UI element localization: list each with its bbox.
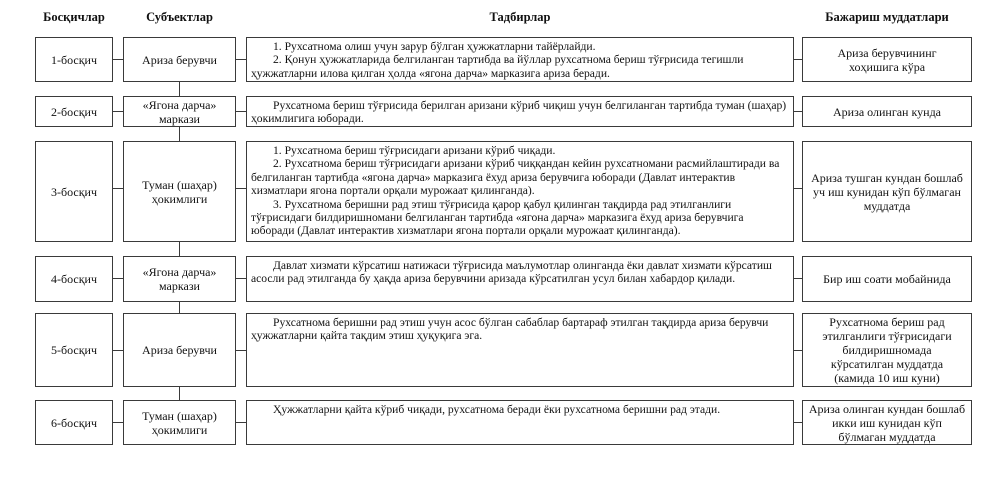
subject-box	[123, 141, 236, 242]
connector	[113, 422, 123, 423]
deadline-box	[802, 256, 972, 302]
subject-label: ҳокимлиги	[151, 422, 208, 437]
actions-box	[246, 313, 794, 387]
stage-label: 2-босқич	[50, 104, 97, 119]
subject-box	[123, 37, 236, 82]
connector-subject-3-4	[179, 242, 180, 256]
connector	[236, 59, 246, 60]
connector	[794, 350, 802, 351]
actions-box	[246, 400, 794, 445]
stage-label: 3-босқич	[50, 184, 97, 199]
connector	[113, 350, 123, 351]
connector	[794, 59, 802, 60]
actions-box	[246, 141, 794, 242]
deadline-label: Бир иш соати мобайнида	[823, 272, 951, 286]
header-stages: Босқичлар	[43, 10, 105, 24]
deadline-label: Рухсатнома бериш рад этилганлиги тўғрисидаги билдиришномада кўрсатилган муддатда (камида 10 иш куни)	[822, 315, 952, 385]
connector	[113, 188, 123, 189]
stage-box	[35, 256, 113, 302]
action-text: 3. Рухсатнома беришни рад этиш тўғрисида қарор қабул қилинган тақдирда рад этилганлиги тўғрисидаги билдиришномани белгиланган тартибда «ягона дарча» марказига ёхуд ариза берувчига юборади (Давлат интерактив хизматлари ягона портали орқали мурожаат қилинганда).	[251, 197, 744, 238]
subject-label: «Ягона дарча»	[142, 97, 217, 112]
subject-box	[123, 256, 236, 302]
connector	[236, 188, 246, 189]
subject-label: Туман (шаҳар)	[142, 177, 217, 192]
stage-label: 1-босқич	[50, 52, 97, 67]
connector	[236, 278, 246, 279]
stage-box	[35, 313, 113, 387]
connector-subject-5-6	[179, 387, 180, 400]
subject-label: Туман (шаҳар)	[142, 408, 217, 423]
header-actions: Тадбирлар	[489, 10, 551, 24]
subject-label: Ариза берувчи	[142, 52, 217, 67]
action-text: Ҳужжатларни қайта кўриб чиқади, рухсатнома беради ёки рухсатнома беришни рад этади.	[273, 403, 721, 416]
stage-label: 6-босқич	[50, 415, 97, 430]
subject-label: ҳокимлиги	[151, 191, 208, 206]
connector-subject-1-2	[179, 82, 180, 96]
connector	[113, 111, 123, 112]
stage-box	[35, 37, 113, 82]
connector	[236, 111, 246, 112]
stage-box	[35, 141, 113, 242]
connector-subject-4-5	[179, 302, 180, 313]
stage-box	[35, 400, 113, 445]
connector-subject-2-3	[179, 127, 180, 141]
deadline-box	[802, 37, 972, 82]
stage-box	[35, 96, 113, 127]
action-text: Давлат хизмати кўрсатиш натижаси тўғрисида маълумотлар олинганда ёки давлат хизмати кўрсатиш асосли рад этилганда бу ҳақда ариза берувчини аризада кўрсатилган усул билан хабардор қилади.	[251, 259, 772, 286]
action-text: 2. Қонун ҳужжатларида белгиланган тартибда ва йўллар рухсатнома бериш тўғрисида тегишли ҳужжатларни илова қилган ҳолда «ягона дарча» марказига ариза беради.	[251, 53, 744, 80]
deadline-box	[802, 313, 972, 387]
header-subjects: Субъектлар	[146, 10, 213, 24]
subject-label: Ариза берувчи	[142, 343, 217, 357]
connector	[794, 422, 802, 423]
connector	[794, 278, 802, 279]
deadline-label: Ариза олинган кунда	[832, 104, 941, 119]
subject-box	[123, 313, 236, 387]
header-deadlines: Бажариш муддатлари	[825, 10, 949, 24]
action-text: Рухсатнома бериш тўғрисида берилган аризани кўриб чиқиш учун белгиланган тартибда туман (шаҳар) ҳокимлигига юборади.	[251, 99, 787, 126]
connector	[113, 278, 123, 279]
deadline-label: Ариза берувчининг хоҳишига кўра	[837, 45, 937, 74]
subject-label: маркази	[159, 111, 200, 126]
subject-box	[123, 400, 236, 445]
actions-box	[246, 37, 794, 82]
stage-label: 5-босқич	[50, 343, 97, 357]
action-text: 1. Рухсатнома олиш учун зарур бўлган ҳужжатларни тайёрлайди.	[273, 40, 596, 53]
action-text: Рухсатнома беришни рад этиш учун асос бўлган сабаблар бартараф этилган тақдирда ариза берувчи ҳужжатларни қайта тақдим этиш ҳуқуқига эга.	[251, 316, 769, 343]
actions-box	[246, 96, 794, 127]
deadline-box	[802, 141, 972, 242]
actions-box	[246, 256, 794, 302]
deadline-label: Ариза олинган кундан бошлаб икки иш кунидан кўп бўлмаган муддатда	[808, 401, 966, 444]
deadline-box	[802, 400, 972, 445]
connector	[236, 350, 246, 351]
subject-label: «Ягона дарча»	[142, 265, 217, 279]
connector	[794, 111, 802, 112]
subject-box	[123, 96, 236, 127]
action-text: 1. Рухсатнома бериш тўғрисидаги аризани кўриб чиқади.	[273, 144, 556, 157]
stage-label: 4-босқич	[50, 272, 97, 286]
deadline-label: Ариза тушган кундан бошлаб уч иш кунидан кўп бўлмаган муддатда	[811, 170, 963, 213]
action-text: 2. Рухсатнома бериш тўғрисидаги аризани кўриб чиққандан кейин рухсатномани расмийлаштиради ва белгиланган тартибда «ягона дарча» марказига ёхуд ариза берувчига юборади (Давлат интерактив хизматлари ягона портали орқали мурожаат қилинганда).	[251, 157, 780, 198]
subject-label: маркази	[159, 279, 200, 293]
connector	[236, 422, 246, 423]
connector	[794, 188, 802, 189]
connector	[113, 59, 123, 60]
deadline-box	[802, 96, 972, 127]
